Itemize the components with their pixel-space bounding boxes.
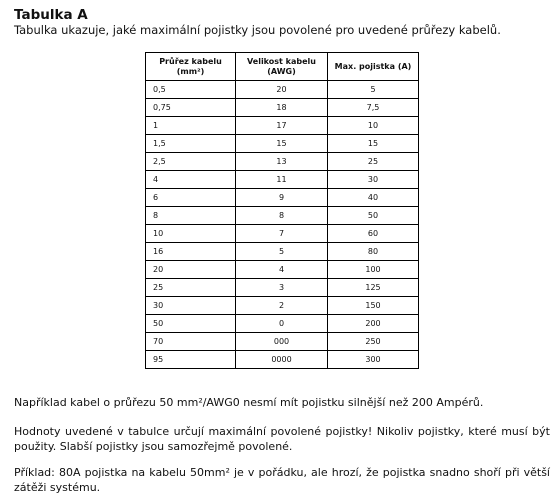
cell-max-fuse: 25 bbox=[328, 153, 419, 171]
cell-awg: 13 bbox=[236, 153, 328, 171]
cell-awg: 4 bbox=[236, 261, 328, 279]
cell-cross-section: 95 bbox=[146, 351, 236, 369]
cell-max-fuse: 80 bbox=[328, 243, 419, 261]
cell-awg: 11 bbox=[236, 171, 328, 189]
header-awg-line2: (AWG) bbox=[267, 66, 296, 76]
fuse-table bbox=[145, 52, 419, 369]
cell-max-fuse: 125 bbox=[328, 279, 419, 297]
cell-max-fuse: 5 bbox=[328, 81, 419, 99]
table-row bbox=[146, 81, 419, 99]
sample-paragraph: Příklad: 80A pojistka na kabelu 50mm² je v pořádku, ale hrozí, že pojistka snadno shoří při větší zátěži systému. bbox=[14, 466, 550, 494]
cell-awg: 20 bbox=[236, 81, 328, 99]
cell-cross-section: 8 bbox=[146, 207, 236, 225]
cell-cross-section: 1,5 bbox=[146, 135, 236, 153]
cell-max-fuse: 60 bbox=[328, 225, 419, 243]
page-heading: Tabulka A bbox=[14, 7, 88, 23]
cell-cross-section: 16 bbox=[146, 243, 236, 261]
cell-cross-section: 25 bbox=[146, 279, 236, 297]
cell-awg: 15 bbox=[236, 135, 328, 153]
cell-cross-section: 6 bbox=[146, 189, 236, 207]
table-row bbox=[146, 351, 419, 369]
table-row bbox=[146, 189, 419, 207]
table-row bbox=[146, 261, 419, 279]
cell-cross-section: 50 bbox=[146, 315, 236, 333]
cell-max-fuse: 300 bbox=[328, 351, 419, 369]
cell-awg: 0 bbox=[236, 315, 328, 333]
cell-cross-section: 1 bbox=[146, 117, 236, 135]
cell-awg: 9 bbox=[236, 189, 328, 207]
cell-max-fuse: 150 bbox=[328, 297, 419, 315]
cell-max-fuse: 200 bbox=[328, 315, 419, 333]
cell-cross-section: 10 bbox=[146, 225, 236, 243]
cell-cross-section: 0,75 bbox=[146, 99, 236, 117]
cell-cross-section: 70 bbox=[146, 333, 236, 351]
table-row bbox=[146, 315, 419, 333]
table-header-row bbox=[146, 53, 419, 81]
table-row bbox=[146, 279, 419, 297]
cell-awg: 5 bbox=[236, 243, 328, 261]
table-row bbox=[146, 333, 419, 351]
table-row bbox=[146, 225, 419, 243]
cell-awg: 8 bbox=[236, 207, 328, 225]
table-row bbox=[146, 171, 419, 189]
header-cross-section-line1: Průřez kabelu bbox=[159, 56, 222, 66]
intro-text: Tabulka ukazuje, jaké maximální pojistky jsou povolené pro uvedené průřezy kabelů. bbox=[14, 23, 501, 37]
note-paragraph: Hodnoty uvedené v tabulce určují maximální povolené pojistky! Nikoliv pojistky, které musí být použity. Slabší pojistky jsou samozřejmě povolené. bbox=[14, 425, 550, 453]
cell-awg: 2 bbox=[236, 297, 328, 315]
cell-cross-section: 2,5 bbox=[146, 153, 236, 171]
cell-max-fuse: 250 bbox=[328, 333, 419, 351]
cell-awg: 17 bbox=[236, 117, 328, 135]
cell-awg: 0000 bbox=[236, 351, 328, 369]
table-row bbox=[146, 153, 419, 171]
cell-max-fuse: 7,5 bbox=[328, 99, 419, 117]
header-max-fuse bbox=[328, 53, 419, 81]
header-cross-section-line2: (mm²) bbox=[176, 66, 205, 76]
cell-awg: 000 bbox=[236, 333, 328, 351]
table-row bbox=[146, 99, 419, 117]
header-awg-line1: Velikost kabelu bbox=[247, 56, 316, 66]
table-row bbox=[146, 207, 419, 225]
table-row bbox=[146, 243, 419, 261]
cell-max-fuse: 15 bbox=[328, 135, 419, 153]
cell-max-fuse: 100 bbox=[328, 261, 419, 279]
table-row bbox=[146, 117, 419, 135]
cell-cross-section: 0,5 bbox=[146, 81, 236, 99]
example-paragraph: Například kabel o průřezu 50 mm²/AWG0 nesmí mít pojistku silnější než 200 Ampérů. bbox=[14, 396, 484, 409]
table-row bbox=[146, 135, 419, 153]
cell-cross-section: 20 bbox=[146, 261, 236, 279]
header-max-fuse-line1: Max. pojistka (A) bbox=[334, 61, 412, 71]
cell-cross-section: 30 bbox=[146, 297, 236, 315]
cell-max-fuse: 30 bbox=[328, 171, 419, 189]
cell-max-fuse: 40 bbox=[328, 189, 419, 207]
cell-awg: 18 bbox=[236, 99, 328, 117]
table-row bbox=[146, 297, 419, 315]
header-awg bbox=[236, 53, 328, 81]
table-body bbox=[146, 81, 419, 369]
cell-cross-section: 4 bbox=[146, 171, 236, 189]
cell-max-fuse: 50 bbox=[328, 207, 419, 225]
cell-max-fuse: 10 bbox=[328, 117, 419, 135]
cell-awg: 7 bbox=[236, 225, 328, 243]
cell-awg: 3 bbox=[236, 279, 328, 297]
header-cross-section bbox=[146, 53, 236, 81]
